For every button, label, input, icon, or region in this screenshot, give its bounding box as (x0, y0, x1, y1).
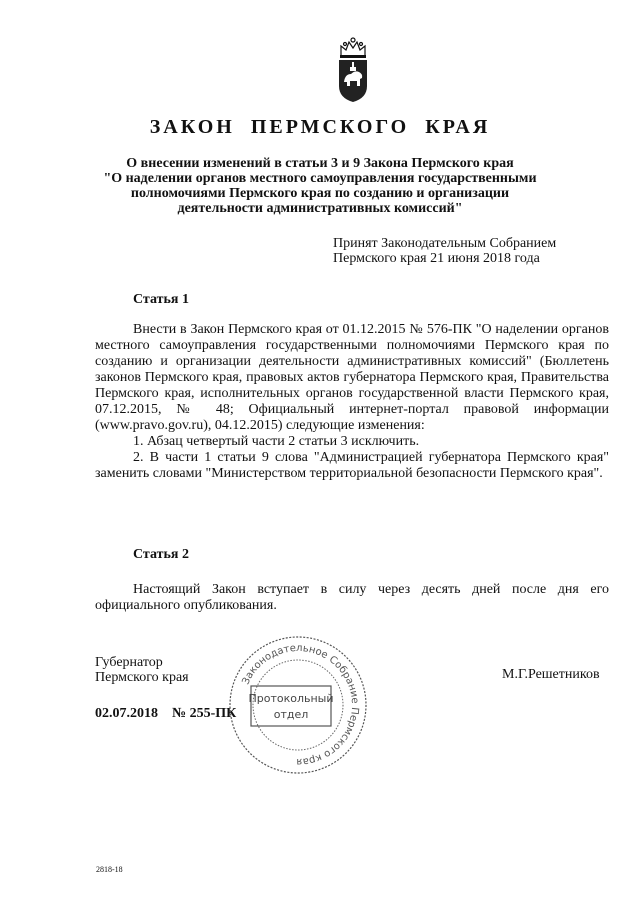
law-number: № 255-ПК (172, 706, 237, 721)
stamp-ring-text: Законодательное Собрание Пермского края (240, 642, 361, 768)
signatory-name: М.Г.Решетников (502, 667, 600, 682)
subtitle-line: "О наделении органов местного самоуправления государственными (103, 171, 537, 186)
law-date: 02.07.2018 (95, 706, 158, 721)
document-title: ЗАКОН ПЕРМСКОГО КРАЯ (149, 116, 491, 138)
subtitle-line: деятельности административных комиссий" (177, 201, 463, 216)
stamp-box-line: отдел (273, 708, 309, 721)
adoption-line: Принят Законодательным Собранием (333, 236, 557, 251)
subtitle-line: полномочиями Пермского края по созданию и организации (130, 186, 510, 201)
signatory-role (95, 655, 189, 685)
article-1-paragraph: 2. В части 1 статьи 9 слова "Администрацией губернатора Пермского края" заменить словами "Министерством территориальной безопасности Пермского края". (95, 450, 609, 481)
stamp-box-line: Протокольный (248, 692, 334, 705)
article-1-paragraph: 1. Абзац четвертый части 2 статьи 3 исключить. (133, 434, 420, 449)
subtitle-line: О внесении изменений в статьи 3 и 9 Закона Пермского края (126, 156, 514, 171)
document-subtitle (60, 156, 580, 216)
adoption-note (333, 236, 613, 266)
article-2-body (95, 582, 609, 614)
article-2-heading: Статья 2 (133, 547, 189, 562)
signatory-role-line: Губернатор (95, 655, 163, 670)
article-1-paragraph: Внести в Закон Пермского края от 01.12.2015 № 576-ПК "О наделении органов местного самоуправления государственными полномочиями Пермского края по созданию и организации деятельности административных комиссий" (Бюллетень законов Пермского края, правовых актов губернатора Пермского края, Правительства Пермского края, исполнительных органов государственной власти Пермского края, 07.12.2015, № 48; Официальный интернет-портал правовой информации (www.pravo.gov.ru), 04.12.2015) следующие изменения: (95, 322, 609, 433)
article-1-body (95, 322, 609, 482)
article-2-paragraph: Настоящий Закон вступает в силу через десять дней после дня его официального опубликования. (95, 582, 609, 613)
official-stamp (227, 634, 369, 776)
article-1-heading: Статья 1 (133, 292, 189, 307)
footer-code: 2818-18 (96, 865, 123, 874)
coat-of-arms-icon (333, 34, 373, 104)
adoption-line: Пермского края 21 июня 2018 года (333, 251, 540, 266)
signatory-role-line: Пермского края (95, 670, 189, 685)
